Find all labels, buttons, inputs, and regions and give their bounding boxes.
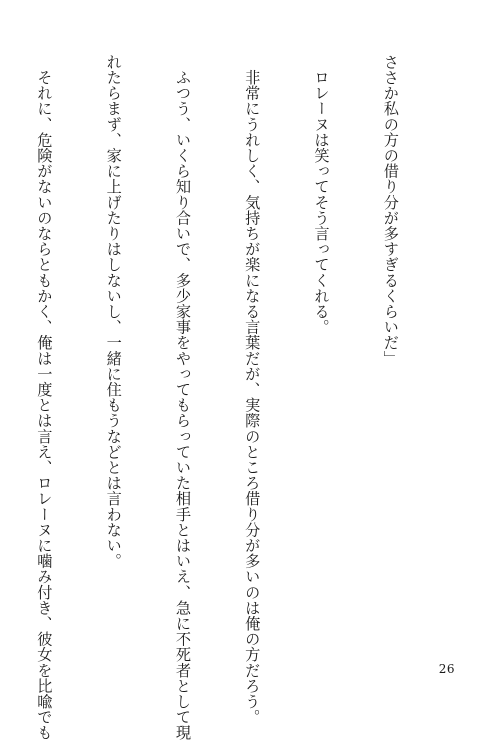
text-line: れたらまず、家に上げたりはしないし、一緒に住もうなどとは言わない。 [104, 54, 123, 569]
text-line: 非常にうれしく、気持ちが楽になる言葉だが、実際のところ借り分が多いのは俺の方だろう。 [243, 54, 262, 725]
text-line: ささか私の方の借り分が多すぎるくらいだ」 [381, 54, 400, 366]
text-line: ロレーヌは笑ってそう言ってくれる。 [312, 54, 331, 335]
text-line: ふつう、いくら知り合いで、多少家事をやってもらっていた相手とはいえ、急に不死者として現 [173, 54, 192, 740]
page-number: 26 [438, 662, 455, 676]
text-line: それに、危険がないのならともかく、俺は一度とは言え、ロレーヌに噛み付き、彼女を比喩でも [35, 54, 54, 740]
